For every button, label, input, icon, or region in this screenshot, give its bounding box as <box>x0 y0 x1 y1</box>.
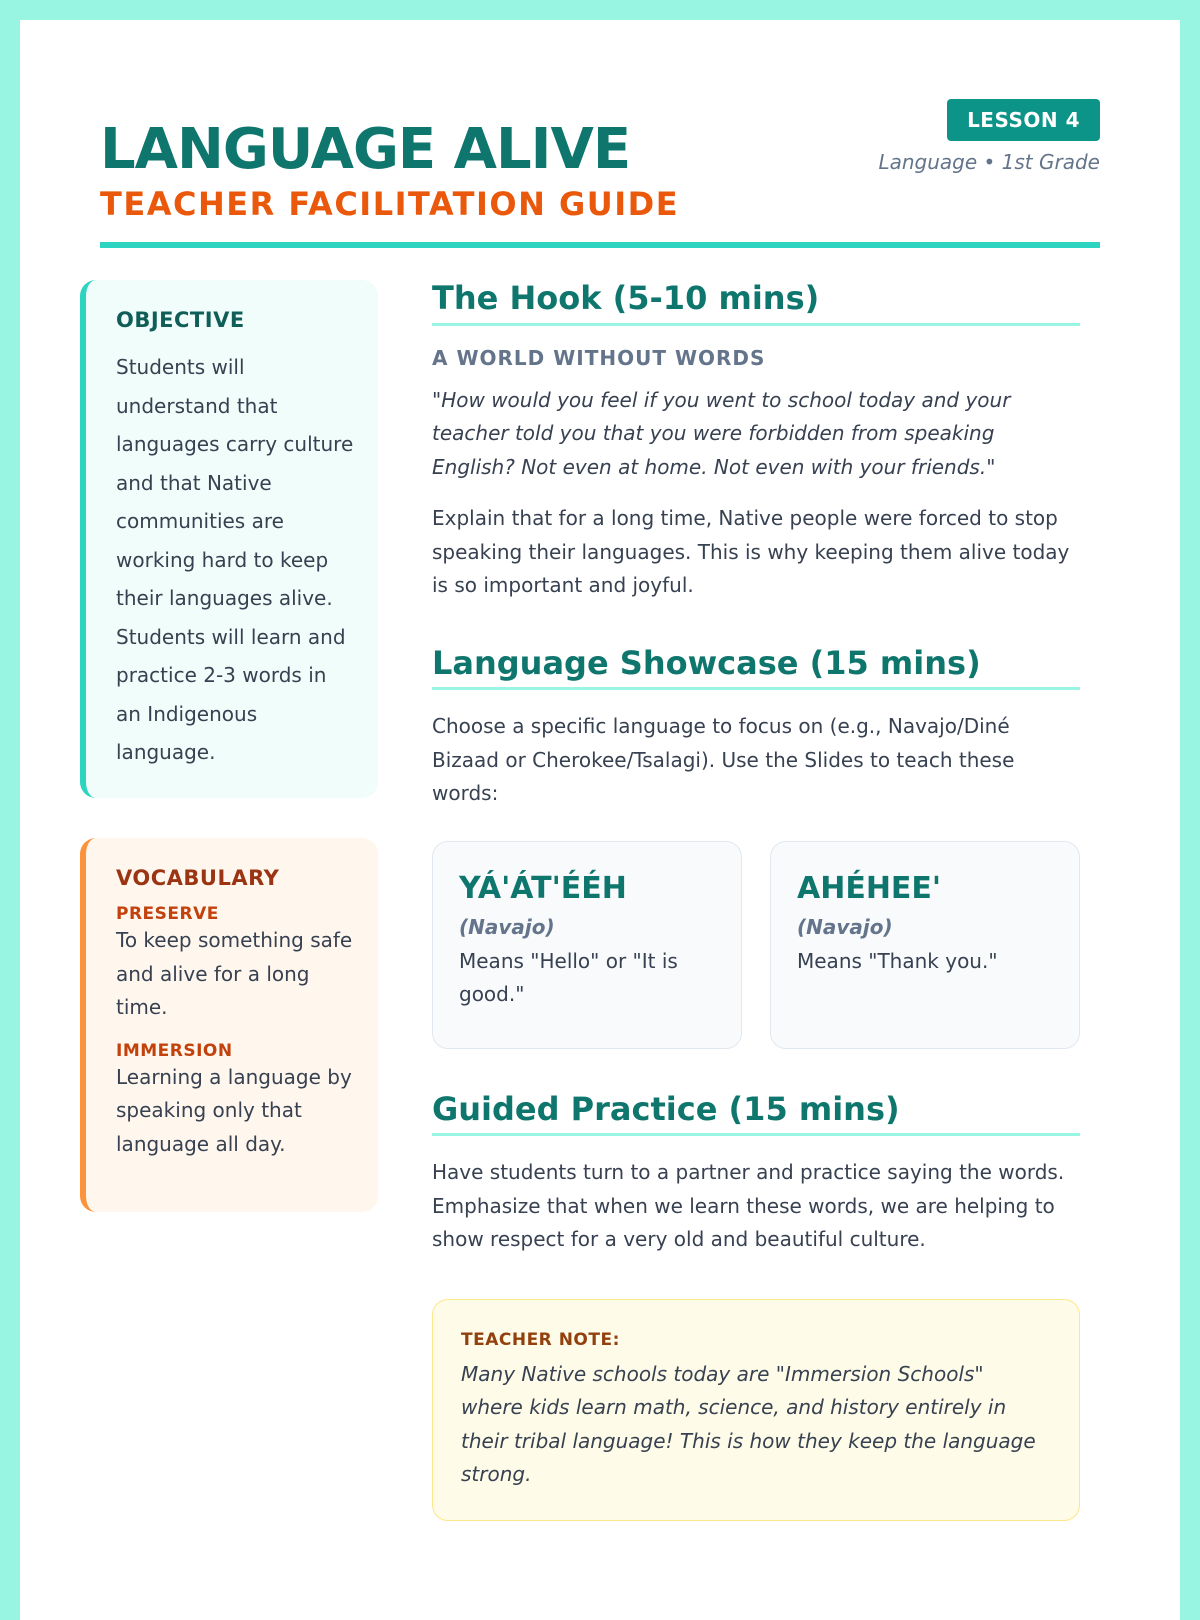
vocabulary-title: VOCABULARY <box>116 866 280 890</box>
sidebar <box>80 280 378 1212</box>
word-card-thank-you <box>770 841 1080 1049</box>
objective-text: Students will understand that languages carry culture and that Native communities are working hard to keep their languages alive. Students will learn and practice 2-3 words in an Indigenous language. <box>116 355 354 764</box>
main-content <box>432 278 1080 1521</box>
showcase-text: Choose a specific language to focus on (e.g., Navajo/Diné Bizaad or Cherokee/Tsalagi). Use the Slides to teach these words: <box>432 714 1015 806</box>
hook-section <box>432 278 1080 603</box>
card-meaning: Means "Thank you." <box>797 948 998 973</box>
vocab-definition-immersion: Learning a language by speaking only that language all day. <box>116 1064 352 1156</box>
vocabulary-box <box>80 838 378 1212</box>
hook-eyebrow: A WORLD WITHOUT WORDS <box>432 345 766 370</box>
teacher-note-text: Many Native schools today are "Immersion Schools" where kids learn math, science, and history entirely in their tribal language! This is how they keep the language strong. <box>461 1361 1036 1487</box>
hook-text: Explain that for a long time, Native people were forced to stop speaking their languages. This is why keeping them alive today is so important and joyful. <box>432 506 1070 598</box>
card-language: (Navajo) <box>459 914 555 939</box>
hook-quote: "How would you feel if you went to school today and your teacher told you that you were forbidden from speaking English? Not even at home. Not even with your friends." <box>432 387 1011 479</box>
showcase-section <box>432 643 1080 1049</box>
subject-grade-meta: Language • 1st Grade <box>878 150 1100 174</box>
word-cards <box>432 841 1080 1049</box>
practice-heading: Guided Practice (15 mins) <box>432 1089 1080 1137</box>
word-card-hello <box>432 841 742 1049</box>
objective-box <box>80 280 378 798</box>
teacher-note <box>432 1299 1080 1521</box>
page-title: LANGUAGE ALIVE <box>100 117 631 182</box>
card-word: YÁ'ÁT'ÉÉH <box>459 870 627 906</box>
card-language: (Navajo) <box>797 914 893 939</box>
showcase-heading: Language Showcase (15 mins) <box>432 643 1080 691</box>
card-meaning: Means "Hello" or "It is good." <box>459 948 678 1007</box>
hook-heading: The Hook (5-10 mins) <box>432 278 1080 326</box>
vocab-definition-preserve: To keep something safe and alive for a long time. <box>116 928 353 1019</box>
card-word: AHÉHEE' <box>797 870 942 906</box>
page-header <box>100 20 1100 248</box>
page-subtitle: TEACHER FACILITATION GUIDE <box>100 185 680 223</box>
lesson-badge: LESSON 4 <box>947 99 1100 141</box>
vocab-term-preserve: PRESERVE <box>116 904 219 924</box>
teacher-note-title: TEACHER NOTE: <box>461 1329 620 1350</box>
practice-text: Have students turn to a partner and practice saying the words. Emphasize that when we learn these words, we are helping to show respect for a very old and beautiful culture. <box>432 1160 1065 1252</box>
practice-section <box>432 1089 1080 1257</box>
vocab-term-immersion: IMMERSION <box>116 1040 233 1061</box>
objective-title: OBJECTIVE <box>116 308 245 332</box>
